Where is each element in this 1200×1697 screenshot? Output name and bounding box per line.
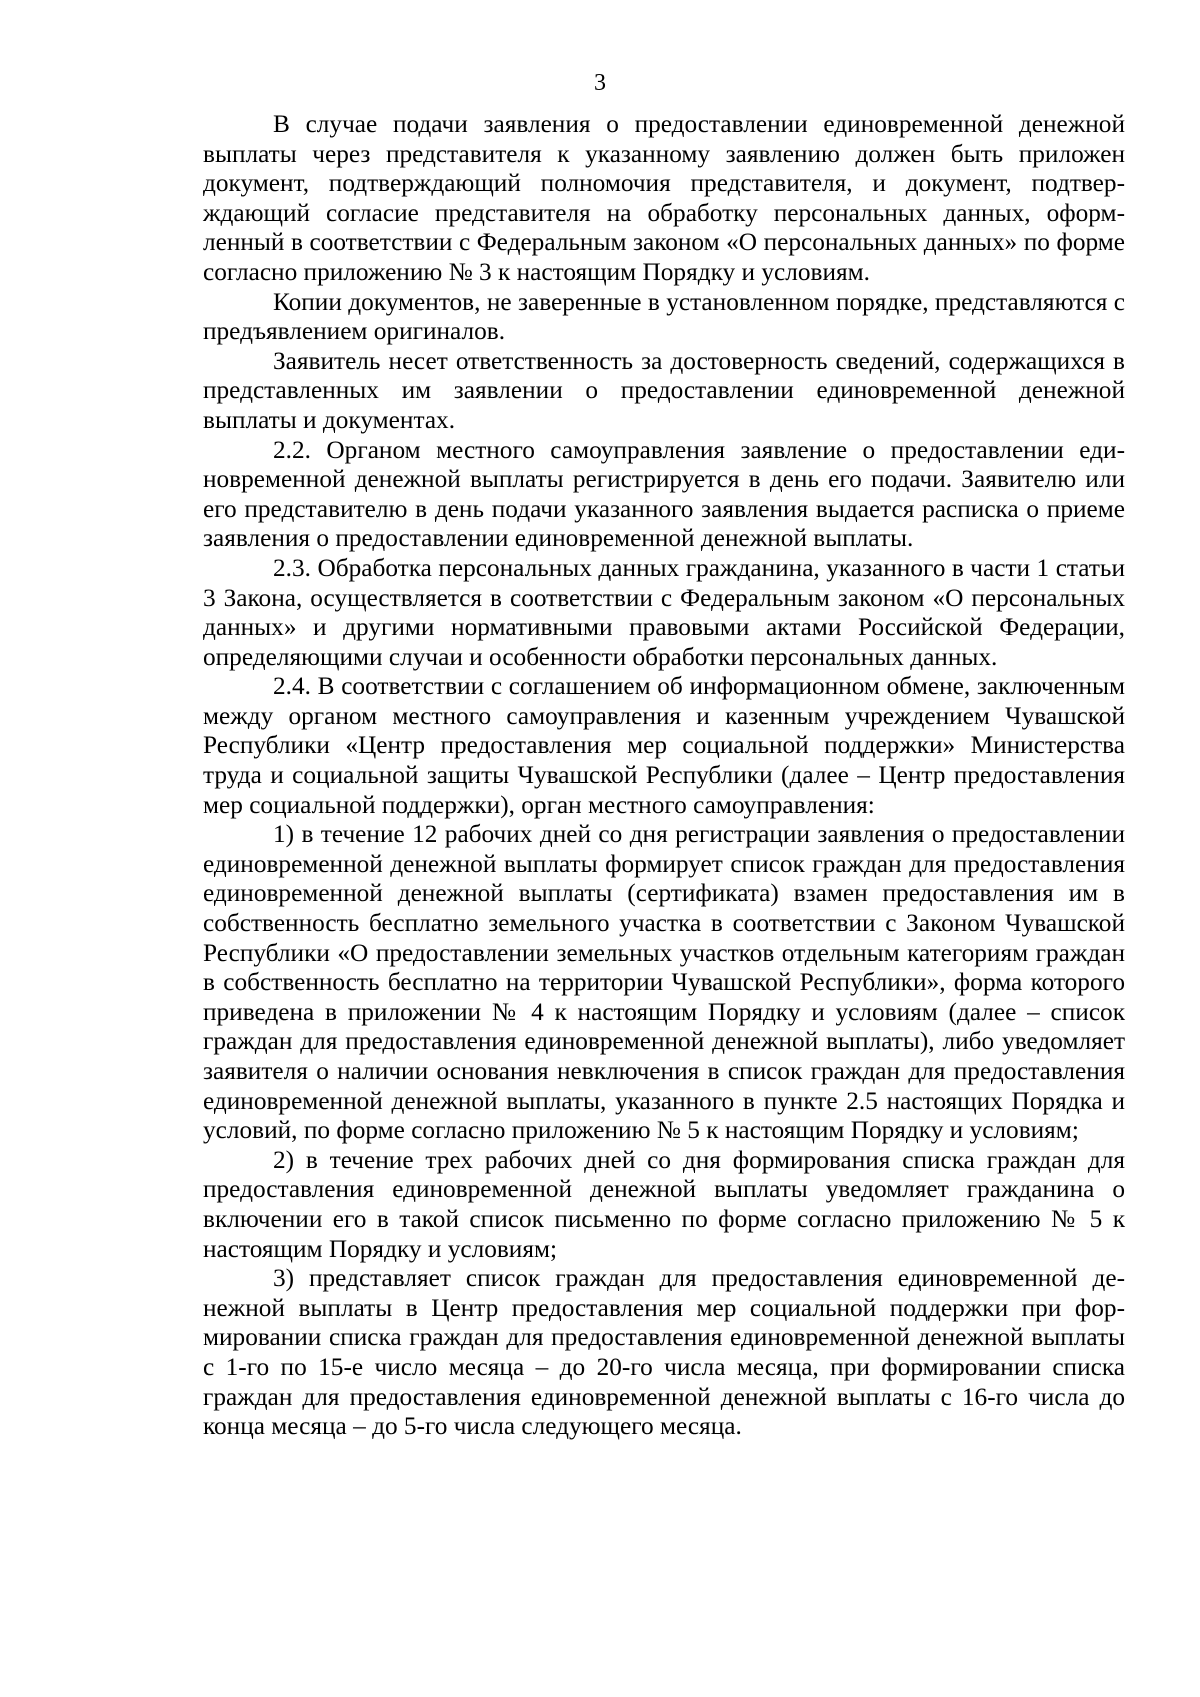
list-item-2: 2) в течение трех рабочих дней со дня формирования списка граждан для предоставления единовременной денежной выплаты уведомляет гражданина о включении его в такой список письменно по форме согласно приложению № 5 к настоящим Порядку и условиям; [203,1145,1125,1263]
paragraph-document-copies: Копии документов, не заверенные в установленном порядке, представляются с предъявлением оригиналов. [203,287,1125,346]
list-item-1: 1) в течение 12 рабочих дней со дня регистрации заявления о предоставлении единовременной денежной выплаты формирует список граждан для предоставления единовременной денежной выплаты (сертификата) взамен предоставления им в собственность бесплатно земельного участка в соответствии с Законом Чувашской Республики «О предоставлении земельных участков отдельным категориям граждан в собственность бесплатно на территории Чувашской Республики», форма которого приведена в приложении № 4 к настоящим Порядку и условиям (далее – список граждан для предоставления единовременной денежной выплаты), либо уведомляет заявителя о наличии основания невключения в список граждан для предоставления единовременной денежной выплаты, указанного в пункте 2.5 настоящих Порядка и условий, по форме согласно приложению № 5 к настоящим Порядку и условиям; [203,820,1125,1145]
paragraph-2-3: 2.3. Обработка персональных данных гражданина, указанного в части 1 статьи 3 Закона, осуществляется в соответствии с Федеральным законом «О персональных данных» и другими нормативными правовыми актами Российской Федерации, определяющими случаи и особенности обработки персональных данных. [203,553,1125,671]
list-item-3: 3) представляет список граждан для предоставления единовременной денежной выплаты в Центр предоставления мер социальной поддержки при формировании списка граждан для предоставления единовременной денежной выплаты с 1-го по 15-е число месяца – до 20-го числа месяца, при формировании списка граждан для предоставления единовременной денежной выплаты с 16-го числа до конца месяца – до 5-го числа следующего месяца. [203,1264,1125,1441]
paragraph-2-2: 2.2. Органом местного самоуправления заявление о предоставлении единовременной денежной выплаты регистрируется в день его подачи. Заявителю или его представителю в день подачи указанного заявления выдается расписка о приеме заявления о предоставлении единовременной денежной выплаты. [203,435,1125,553]
document-body [203,110,1125,1442]
page-number: 3 [594,70,606,96]
paragraph-applicant-responsibility: Заявитель несет ответственность за достоверность сведений, содержащихся в представленных им заявлении о предоставлении единовременной денежной выплаты и документах. [203,346,1125,434]
paragraph-representative-documents: В случае подачи заявления о предоставлении единовременной денежной выплаты через представителя к указанному заявлению должен быть приложен документ, подтверждающий полномочия представителя, и документ, подтверждающий согласие представителя на обработку персональных данных, оформленный в соответствии с Федеральным законом «О персональных данных» по форме согласно приложению № 3 к настоящим Порядку и условиям. [203,110,1125,286]
paragraph-2-4: 2.4. В соответствии с соглашением об информационном обмене, заключенным между органом местного самоуправления и казенным учреждением Чувашской Республики «Центр предоставления мер социальной поддержки» Министерства труда и социальной защиты Чувашской Республики (далее – Центр предоставления мер социальной поддержки), орган местного самоуправления: [203,672,1125,819]
